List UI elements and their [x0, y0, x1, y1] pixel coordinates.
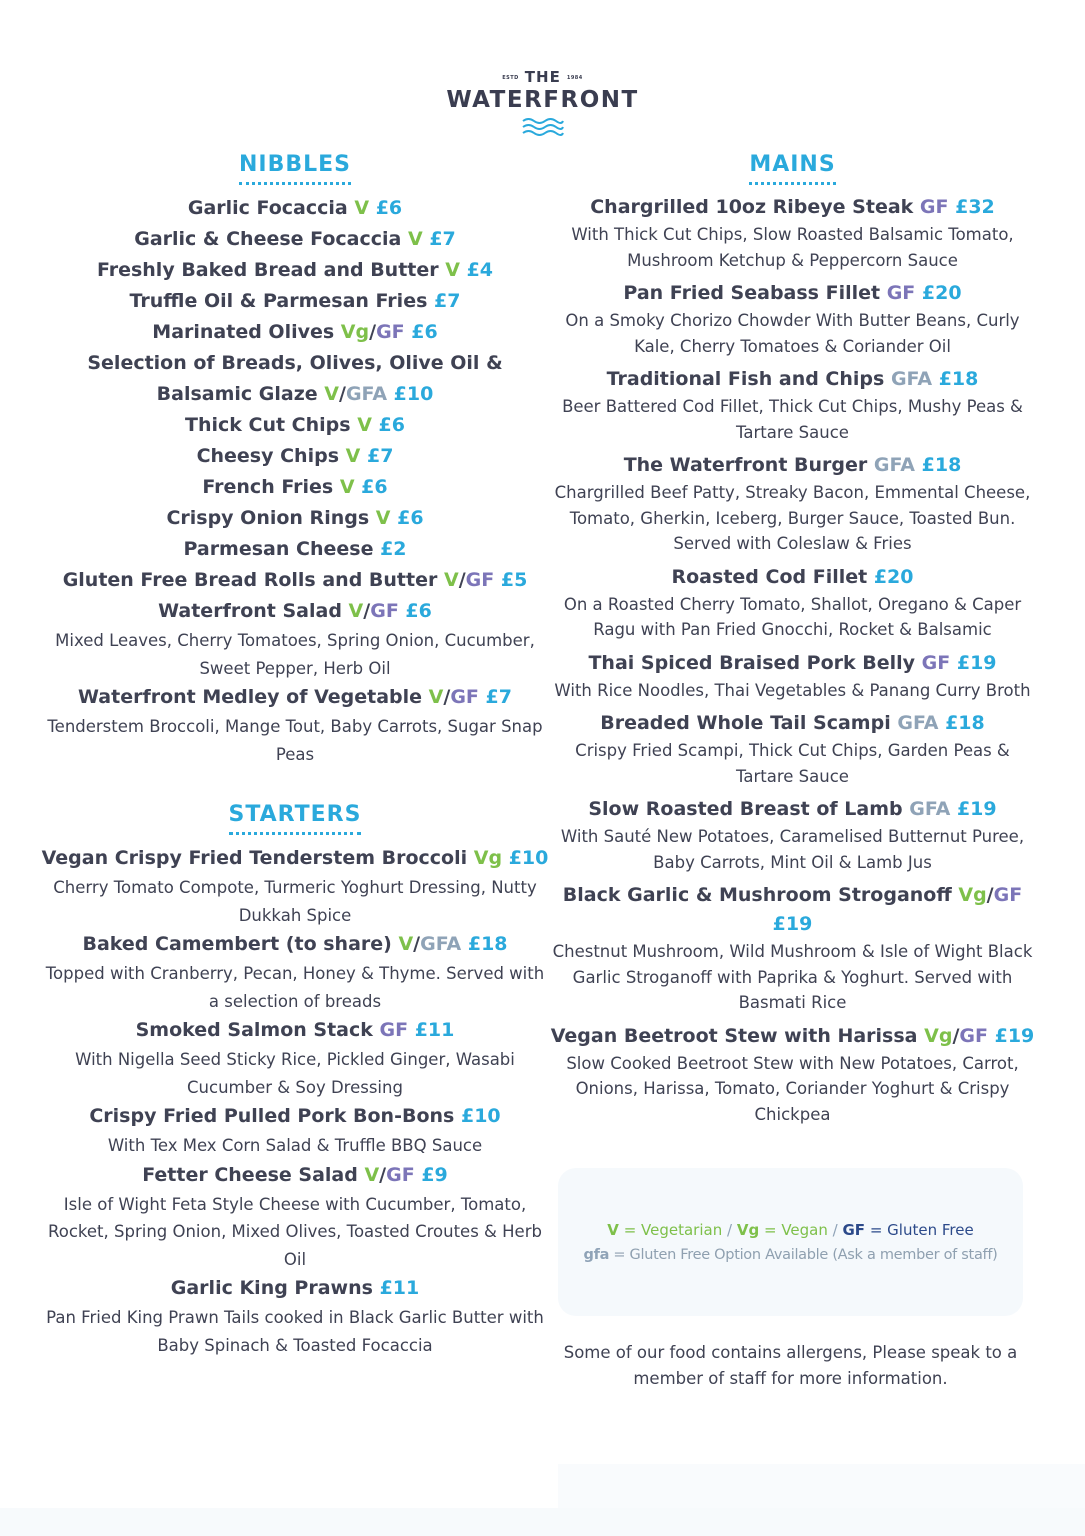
menu-item-name: Breaded Whole Tail Scampi	[600, 712, 898, 734]
menu-item-description: With Nigella Seed Sticky Rice, Pickled Ginger, Wasabi Cucumber & Soy Dressing	[75, 1050, 515, 1097]
dietary-tag: GF	[993, 884, 1023, 906]
footer-band	[0, 1508, 1085, 1536]
menu-item-name: Slow Roasted Breast of Lamb	[588, 798, 910, 820]
menu-item-description: Chargrilled Beef Patty, Streaky Bacon, Emmental Cheese, Tomato, Gherkin, Iceberg, Burger Sauce, Toasted Bun. Served with Coleslaw & Fries	[554, 483, 1031, 553]
menu-item-price: £6	[405, 600, 432, 622]
menu-item-description: With Sauté New Potatoes, Caramelised Butternut Puree, Baby Carrots, Mint Oil & Lamb Jus	[560, 827, 1025, 872]
menu-item-name-line	[40, 503, 550, 534]
menu-item	[545, 365, 1040, 445]
legend-gf-key: GF	[842, 1221, 866, 1239]
dietary-tag: V	[348, 600, 364, 622]
menu-item-name-line	[40, 682, 550, 713]
menu-item-description: Crispy Fried Scampi, Thick Cut Chips, Garden Peas & Tartare Sauce	[575, 741, 1010, 786]
dietary-tag: GF	[386, 1163, 415, 1186]
menu-item-price: £2	[380, 538, 407, 560]
menu-item-description: With Rice Noodles, Thai Vegetables & Panang Curry Broth	[554, 680, 1031, 700]
menu-item-name: Gluten Free Bread Rolls and Butter	[62, 569, 444, 591]
starters-list	[40, 843, 550, 1359]
dietary-tag: V	[398, 933, 414, 955]
menu-item-name: Thai Spiced Braised Pork Belly	[588, 651, 922, 674]
menu-item-name-line	[40, 1015, 550, 1046]
menu-item	[40, 286, 550, 317]
dietary-tag: GFA	[873, 454, 915, 476]
menu-item-price: £4	[466, 259, 494, 281]
menu-item-name-line	[40, 596, 550, 627]
menu-item-name: Fetter Cheese Salad	[142, 1163, 365, 1186]
dietary-tag: V	[354, 197, 370, 219]
menu-item-name-line	[545, 193, 1040, 222]
dietary-tag: Vg	[340, 321, 370, 343]
tag-separator: /	[369, 321, 377, 343]
menu-item-name-line	[40, 317, 550, 348]
menu-item-name-line	[545, 279, 1040, 308]
menu-item-price: £6	[378, 414, 405, 436]
menu-item	[545, 279, 1040, 359]
dietary-tag: GFA	[890, 368, 933, 390]
dietary-tag: Vg	[958, 884, 987, 906]
menu-item-name-line	[40, 1273, 550, 1304]
left-column	[40, 150, 550, 1359]
menu-item-name: Garlic & Cheese Focaccia	[134, 228, 408, 250]
legend-v-key: V	[607, 1221, 619, 1239]
menu-item-name: Selection of Breads, Olives, Olive Oil & Balsamic Glaze	[87, 352, 503, 405]
menu-item	[545, 709, 1040, 789]
dietary-tag: GF	[379, 1019, 409, 1041]
menu-item-name-line	[545, 451, 1040, 480]
menu-item-name-line	[40, 441, 550, 472]
menu-item	[40, 682, 550, 768]
menu-item-name-line	[40, 410, 550, 441]
legend-line-2	[558, 1243, 1023, 1268]
menu-item-name: Pan Fried Seabass Fillet	[623, 282, 887, 304]
dietary-tag: V	[445, 259, 460, 281]
dietary-tag: GFA	[345, 383, 388, 405]
dietary-tag: V	[345, 445, 361, 467]
menu-item	[40, 255, 550, 286]
menu-item-price: £11	[414, 1019, 455, 1041]
legend-v-text: = Vegetarian	[623, 1221, 723, 1239]
legend-sep: /	[832, 1221, 838, 1239]
menu-item-name-line	[40, 286, 550, 317]
menu-item	[545, 1022, 1040, 1128]
menu-item-name-line	[40, 255, 550, 286]
menu-item-name: French Fries	[202, 476, 340, 498]
dietary-legend	[558, 1168, 1023, 1316]
menu-item-name: Cheesy Chips	[196, 445, 346, 467]
menu-item-price: £18	[921, 454, 962, 476]
dietary-tag: Vg	[924, 1024, 953, 1047]
menu-item-price: £20	[921, 282, 962, 304]
legend-vg-text: = Vegan	[763, 1221, 828, 1239]
menu-item-description: Tenderstem Broccoli, Mange Tout, Baby Carrots, Sugar Snap Peas	[47, 717, 543, 764]
allergen-note: Some of our food contains allergens, Please speak to a member of staff for more information.	[563, 1343, 1018, 1388]
menu-item-price: £7	[485, 686, 512, 708]
tag-separator: /	[458, 569, 466, 591]
menu-item-price: £18	[945, 712, 985, 734]
menu-item-description: Topped with Cranberry, Pecan, Honey & Thyme. Served with a selection of breads	[45, 964, 545, 1011]
menu-item-description: Chestnut Mushroom, Wild Mushroom & Isle of Wight Black Garlic Stroganoff with Paprika & Yoghurt. Served with Basmati Rice	[552, 942, 1033, 1012]
menu-item	[545, 563, 1040, 643]
menu-item-description: On a Smoky Chorizo Chowder With Butter Beans, Curly Kale, Cherry Tomatoes & Coriander Oil	[565, 311, 1020, 356]
menu-item-description: Slow Cooked Beetroot Stew with New Potatoes, Carrot, Onions, Harissa, Tomato, Coriander Yoghurt & Crispy Chickpea	[566, 1053, 1019, 1124]
menu-item-name: Baked Camembert (to share)	[82, 933, 399, 955]
menu-item-price: £10	[393, 383, 434, 405]
menu-item-name-line	[40, 224, 550, 255]
menu-item-price: £6	[411, 321, 438, 343]
menu-item-name: Smoked Salmon Stack	[135, 1019, 380, 1041]
logo-estd: ESTD	[502, 74, 519, 81]
menu-item-price: £18	[938, 368, 979, 390]
legend-sep: /	[727, 1221, 733, 1239]
menu-item-price: £6	[375, 197, 403, 219]
dietary-tag: GF	[376, 321, 405, 343]
tag-separator: /	[952, 1024, 960, 1047]
menu-item-name: Parmesan Cheese	[183, 538, 381, 560]
menu-item-description: Mixed Leaves, Cherry Tomatoes, Spring Onion, Cucumber, Sweet Pepper, Herb Oil	[55, 631, 535, 678]
menu-item	[40, 410, 550, 441]
menu-item-price: £32	[955, 196, 995, 218]
menu-item-price: £20	[873, 565, 914, 588]
menu-item	[545, 881, 1040, 1016]
menu-item-description: Beer Battered Cod Fillet, Thick Cut Chips, Mushy Peas & Tartare Sauce	[562, 397, 1023, 442]
menu-item-price: £11	[379, 1277, 420, 1299]
menu-item	[40, 534, 550, 565]
menu-item-name-line	[545, 563, 1040, 592]
dietary-tag: V	[357, 414, 372, 436]
legend-gf-text: = Gluten Free	[869, 1221, 974, 1239]
menu-item-name: Traditional Fish and Chips	[606, 368, 891, 390]
logo-name: WATERFRONT	[446, 86, 639, 113]
tag-separator: /	[338, 383, 346, 405]
menu-item-price: £19	[956, 798, 997, 820]
menu-item-name: Crispy Fried Pulled Pork Bon-Bons	[89, 1105, 461, 1127]
dietary-tag: V	[375, 507, 391, 529]
legend-gfa-text: = Gluten Free Option Available (Ask a member of staff)	[613, 1247, 998, 1263]
menu-item	[40, 441, 550, 472]
menu-item-price: £10	[460, 1105, 501, 1127]
menu-item	[40, 348, 550, 410]
menu-item-price: £10	[508, 847, 549, 869]
dietary-tag: V	[324, 383, 339, 405]
tag-separator: /	[363, 600, 371, 622]
menu-item-name: The Waterfront Burger	[623, 454, 874, 476]
dietary-tag: GF	[450, 686, 479, 708]
menu-item	[40, 1015, 550, 1101]
dietary-tag: V	[428, 686, 444, 708]
dietary-tag: GF	[886, 282, 916, 304]
menu-item-price: £7	[429, 228, 456, 250]
menu-item-description: Pan Fried King Prawn Tails cooked in Black Garlic Butter with Baby Spinach & Toasted Focaccia	[46, 1308, 544, 1355]
menu-item	[545, 451, 1040, 557]
legend-vg-key: Vg	[736, 1221, 760, 1239]
menu-item	[40, 565, 550, 596]
tag-separator: /	[443, 686, 451, 708]
dietary-tag: GF	[465, 569, 495, 591]
menu-item-name-line	[40, 1160, 550, 1191]
section-title-mains: MAINS	[749, 150, 835, 185]
dietary-tag: GFA	[909, 798, 951, 820]
menu-item-name-line	[40, 348, 550, 410]
menu-item-name: Vegan Beetroot Stew with Harissa	[550, 1024, 925, 1047]
menu-item-name: Garlic Focaccia	[187, 197, 355, 219]
menu-item-name-line	[40, 193, 550, 224]
menu-item-name-line	[40, 929, 550, 960]
menu-item	[40, 596, 550, 682]
menu-item-price: £6	[361, 476, 388, 498]
menu-item-name: Chargrilled 10oz Ribeye Steak	[590, 196, 920, 218]
logo	[0, 68, 1085, 137]
tag-separator: /	[413, 933, 421, 955]
dietary-tag: V	[364, 1163, 380, 1186]
section-title-nibbles: NIBBLES	[239, 150, 351, 185]
tag-separator: /	[379, 1163, 387, 1186]
menu-item	[40, 929, 550, 1015]
menu-item	[40, 193, 550, 224]
menu-item-description: On a Roasted Cherry Tomato, Shallot, Oregano & Caper Ragu with Pan Fried Gnocchi, Rocket & Balsamic	[563, 594, 1022, 639]
menu-item	[545, 795, 1040, 875]
tag-separator: /	[986, 884, 994, 906]
legend-gfa-key: gfa	[583, 1247, 610, 1263]
menu-item	[545, 649, 1040, 704]
menu-item-name-line	[545, 709, 1040, 738]
menu-item-description: Isle of Wight Feta Style Cheese with Cucumber, Tomato, Rocket, Spring Onion, Mixed Olives, Toasted Croutes & Herb Oil	[48, 1194, 542, 1269]
logo-top-line	[0, 68, 1085, 87]
dietary-tag: GFA	[897, 712, 939, 734]
menu-item-price: £9	[421, 1163, 448, 1186]
menu-item-name-line	[40, 843, 550, 874]
menu-item-name: Roasted Cod Fillet	[671, 565, 874, 588]
menu-item-name: Freshly Baked Bread and Butter	[96, 259, 446, 281]
menu-item-name: Garlic King Prawns	[170, 1277, 380, 1299]
menu-item-name-line	[40, 565, 550, 596]
menu-item-name: Waterfront Medley of Vegetable	[78, 686, 429, 708]
dietary-tag: GF	[919, 196, 949, 218]
logo-year: 1984	[566, 74, 583, 81]
legend-line-1	[558, 1218, 1023, 1243]
menu-item	[40, 472, 550, 503]
menu-item-name: Waterfront Salad	[158, 600, 349, 622]
menu-item	[40, 1160, 550, 1274]
menu-item-price: £7	[366, 445, 394, 467]
menu-item-description: Cherry Tomato Compote, Turmeric Yoghurt Dressing, Nutty Dukkah Spice	[53, 878, 537, 925]
dietary-tag: GFA	[420, 933, 462, 955]
menu-item-price: £19	[772, 913, 813, 935]
section-title-starters: STARTERS	[229, 800, 362, 835]
menu-item-name: Marinated Olives	[152, 321, 341, 343]
menu-item-name: Truffle Oil & Parmesan Fries	[129, 290, 435, 312]
footer-band	[558, 1464, 1085, 1508]
menu-item	[40, 843, 550, 929]
dietary-tag: V	[339, 476, 355, 498]
dietary-tag: GF	[921, 651, 951, 674]
menu-item-name: Black Garlic & Mushroom Stroganoff	[562, 884, 959, 906]
dietary-tag: V	[407, 228, 423, 250]
dietary-tag: GF	[959, 1024, 988, 1047]
menu-item	[40, 1101, 550, 1160]
mains-list	[545, 193, 1040, 1127]
menu-item-name-line	[40, 472, 550, 503]
menu-item-name-line	[545, 365, 1040, 394]
menu-item-price: £18	[467, 933, 508, 955]
dietary-tag: GF	[370, 600, 399, 622]
menu-item-name: Thick Cut Chips	[185, 414, 358, 436]
menu-item-name: Vegan Crispy Fried Tenderstem Broccoli	[41, 847, 474, 869]
menu-item-price: £6	[397, 507, 424, 529]
menu-item-name-line	[40, 534, 550, 565]
menu-item-name: Crispy Onion Rings	[166, 507, 376, 529]
menu-item	[40, 1273, 550, 1359]
menu-item	[545, 193, 1040, 273]
dietary-tag: Vg	[473, 847, 503, 869]
menu-item-price: £19	[956, 651, 997, 674]
menu-item-price: £5	[500, 569, 528, 591]
right-column	[545, 150, 1040, 1133]
menu-item	[40, 503, 550, 534]
menu-item-name-line	[545, 881, 1040, 939]
menu-item-name-line	[545, 795, 1040, 824]
menu-item-description: With Thick Cut Chips, Slow Roasted Balsamic Tomato, Mushroom Ketchup & Peppercorn Sauce	[571, 225, 1014, 270]
menu-item-name-line	[545, 649, 1040, 678]
menu-item-name-line	[545, 1022, 1040, 1051]
menu-item-description: With Tex Mex Corn Salad & Truffle BBQ Sauce	[107, 1136, 483, 1155]
menu-item	[40, 317, 550, 348]
nibbles-list	[40, 193, 550, 768]
waves-icon	[521, 117, 565, 137]
menu-item-price: £7	[434, 290, 461, 312]
logo-the: THE	[524, 68, 561, 86]
menu-item-name-line	[40, 1101, 550, 1132]
menu-item-price: £19	[994, 1024, 1035, 1047]
menu-item	[40, 224, 550, 255]
dietary-tag: V	[443, 569, 459, 591]
